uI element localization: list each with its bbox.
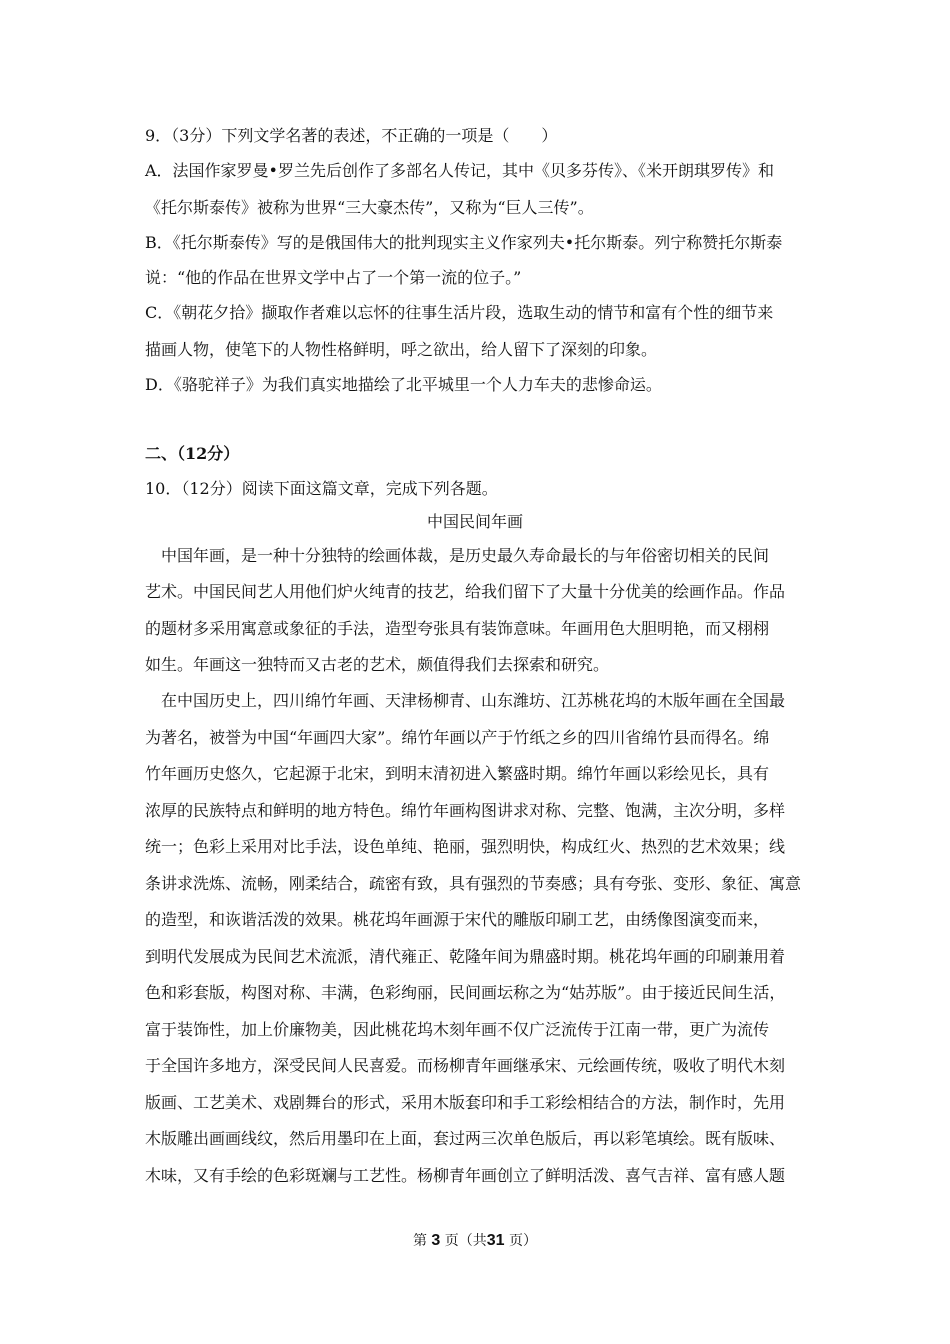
article-line: 木味，又有手绘的色彩斑斓与工艺性。杨柳青年画创立了鲜明活泼、喜气吉祥、富有感人题 [145,1166,786,1185]
footer-middle: 页（共 [444,1233,487,1249]
page-number: 3 [431,1232,441,1249]
article-line: 在中国历史上，四川绵竹年画、天津杨柳青、山东潍坊、江苏桃花坞的木版年画在全国最 [161,691,786,710]
question-10-stem: 10．（12分）阅读下面这篇文章，完成下列各题。 [145,479,498,498]
article-line: 到明代发展成为民间艺术流派，清代雍正、乾隆年间为鼎盛时期。桃花坞年画的印刷兼用着 [145,947,786,966]
footer-prefix: 第 [412,1233,427,1249]
page-total: 31 [486,1232,505,1249]
article-line: 浓厚的民族特点和鲜明的地方特色。绵竹年画构图讲求对称、完整、饱满，主次分明，多样 [145,801,786,820]
question-9-stem: 9．（3分）下列文学名著的表述，不正确的一项是（ ） [145,126,558,145]
article-line: 条讲求洗炼、流畅，刚柔结合，疏密有致，具有强烈的节奏感；具有夸张、变形、象征、寓意 [145,874,802,893]
article-line: 统一；色彩上采用对比手法，设色单纯、艳丽，强烈明快，构成红火、热烈的艺术效果；线 [145,837,786,856]
q9-option-b-line2: 说：“他的作品在世界文学中占了一个第一流的位子。” [145,268,522,287]
q9-option-d: D．《骆驼祥子》为我们真实地描绘了北平城里一个人力车夫的悲惨命运。 [145,375,662,394]
q9-option-a-line2: 《托尔斯泰传》被称为世界“三大豪杰传”，又称为“巨人三传”。 [145,198,594,217]
q9-option-c-line1: C．《朝花夕拾》撷取作者难以忘怀的往事生活片段，选取生动的情节和富有个性的细节来 [145,303,774,322]
article-line: 的题材多采用寓意或象征的手法，造型夸张具有装饰意味。年画用色大胆明艳，而又栩栩 [145,619,770,638]
q9-option-a-line1: A．法国作家罗曼•罗兰先后创作了多部名人传记，其中《贝多芬传》、《米开朗琪罗传》和 [145,161,774,180]
footer-suffix: 页） [509,1233,538,1249]
article-title: 中国民间年画 [426,512,523,531]
article-line: 木版雕出画画线纹，然后用墨印在上面，套过两三次单色版后，再以彩笔填绘。既有版味、 [145,1129,786,1148]
article-line: 为著名，被誉为中国“年画四大家”。绵竹年画以产于竹纸之乡的四川省绵竹县而得名。绵 [145,728,770,747]
article-line: 版画、工艺美术、戏剧舞台的形式，采用木版套印和手工彩绘相结合的方法，制作时，先用 [145,1093,786,1112]
article-line: 于全国许多地方，深受民间人民喜爱。而杨柳青年画继承宋、元绘画传统，吸收了明代木刻 [145,1056,786,1075]
article-line: 中国年画，是一种十分独特的绘画体裁，是历史最久寿命最长的与年俗密切相关的民间 [161,546,770,565]
article-line: 的造型，和诙谐活泼的效果。桃花坞年画源于宋代的雕版印刷工艺，由绣像图演变而来， [145,910,770,929]
article-line: 艺术。中国民间艺人用他们炉火纯青的技艺，给我们留下了大量十分优美的绘画作品。作品 [145,582,786,601]
q9-option-b-line1: B．《托尔斯泰传》写的是俄国伟大的批判现实主义作家列夫•托尔斯泰。列宁称赞托尔斯泰 [145,233,783,252]
article-line: 富于装饰性，加上价廉物美，因此桃花坞木刻年画不仅广泛流传于江南一带，更广为流传 [145,1020,770,1039]
page-footer [0,1232,950,1250]
section-2-heading: 二、（12分） [145,444,240,463]
article-line: 如生。年画这一独特而又古老的艺术，颇值得我们去探索和研究。 [145,655,610,674]
article-line: 竹年画历史悠久，它起源于北宋，到明末清初进入繁盛时期。绵竹年画以彩绘见长，具有 [145,764,770,783]
article-line: 色和彩套版，构图对称、丰满，色彩绚丽，民间画坛称之为“姑苏版”。由于接近民间生活， [145,983,786,1002]
q9-option-c-line2: 描画人物，使笔下的人物性格鲜明，呼之欲出，给人留下了深刻的印象。 [145,340,658,359]
